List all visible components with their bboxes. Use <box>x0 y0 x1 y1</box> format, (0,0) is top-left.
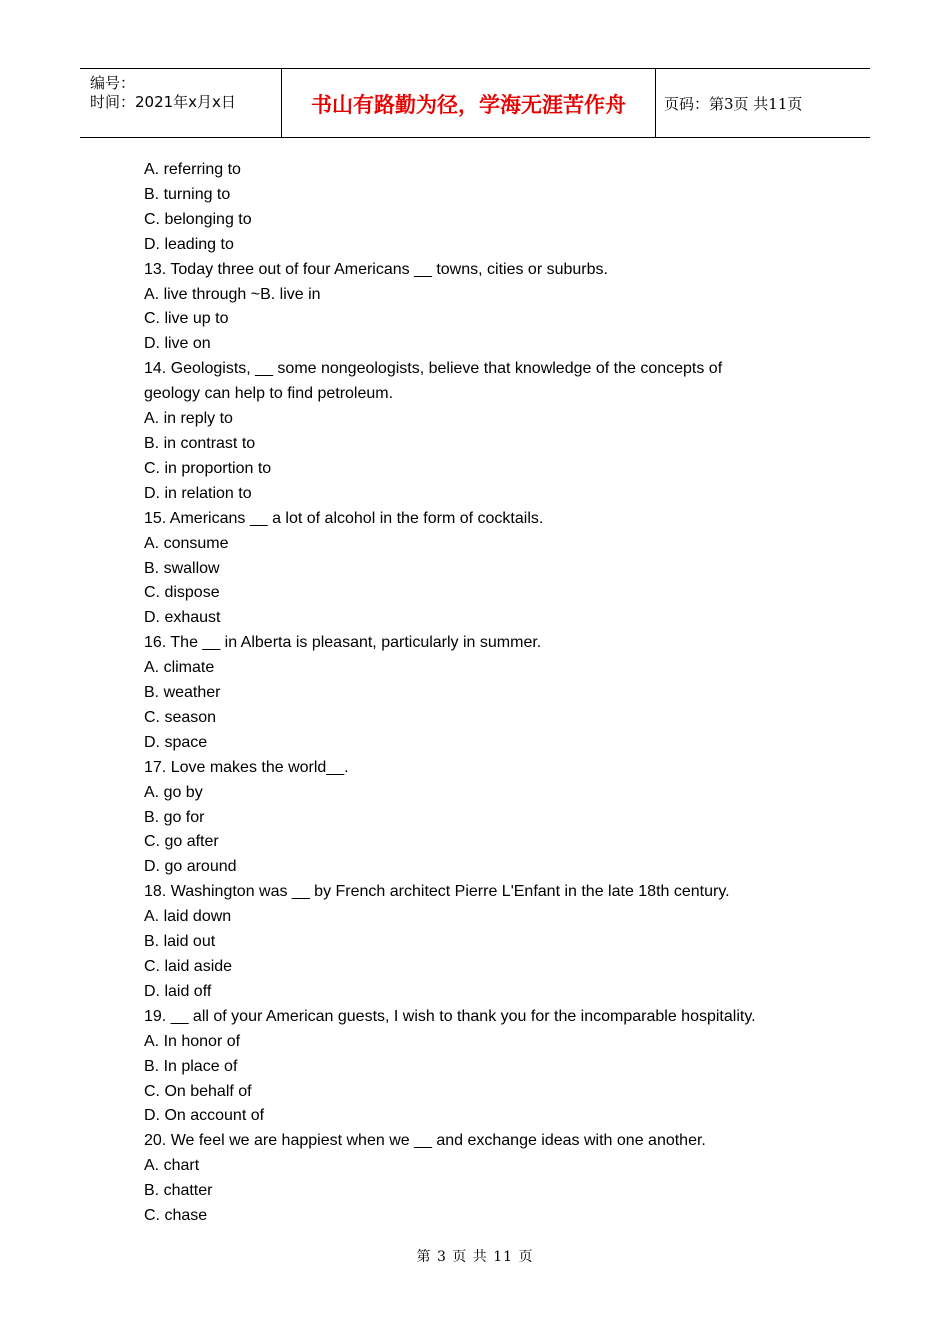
text-line: 14. Geologists, __ some nongeologists, believe that knowledge of the concepts of <box>144 360 723 378</box>
text-line: D. exhaust <box>144 609 221 627</box>
text-line: A. in reply to <box>144 410 233 428</box>
text-line: 18. Washington was __ by French architect Pierre L'Enfant in the late 18th century. <box>144 883 730 901</box>
text-line: B. turning to <box>144 185 231 203</box>
text-line: C. live up to <box>144 310 229 328</box>
text-line: 16. The __ in Alberta is pleasant, particularly in summer. <box>144 634 542 652</box>
text-line: 15. Americans __ a lot of alcohol in the form of cocktails. <box>144 509 544 527</box>
text-line: 17. Love makes the world__. <box>144 758 349 776</box>
text-line: C. go after <box>144 833 219 851</box>
text-line: A. go by <box>144 783 203 801</box>
text-line: B. laid out <box>144 933 216 951</box>
text-line: A. climate <box>144 659 215 677</box>
text-line: D. leading to <box>144 235 234 253</box>
text-line: C. laid aside <box>144 958 233 975</box>
header-motto: 书山有路勤为径，学海无涯苦作舟 <box>311 92 626 117</box>
text-line: B. chatter <box>144 1182 213 1200</box>
text-line: C. belonging to <box>144 210 252 228</box>
date-label: 时间：2021年x月x日 <box>90 93 236 111</box>
header-page-code: 页码：第3页 共11页 <box>664 95 803 113</box>
text-line: C. in proportion to <box>144 459 272 477</box>
text-line: A. referring to <box>144 161 241 178</box>
text-line: D. On account of <box>144 1107 265 1125</box>
text-line: A. consume <box>144 534 229 552</box>
text-line: B. swallow <box>144 559 220 577</box>
text-line: D. go around <box>144 858 237 876</box>
serial-number-label: 编号： <box>90 74 136 92</box>
text-line: A. chart <box>144 1157 200 1175</box>
text-line: geology can help to find petroleum. <box>144 385 394 403</box>
text-line: B. weather <box>144 684 221 702</box>
text-line: C. season <box>144 708 217 726</box>
header-info-cell <box>80 69 281 137</box>
page-header <box>80 68 870 138</box>
text-line: A. In honor of <box>144 1032 241 1050</box>
page-footer: 第 3 页 共 11 页 <box>416 1249 534 1265</box>
text-line: 13. Today three out of four Americans __ towns, cities or suburbs. <box>144 260 608 278</box>
text-line: 20. We feel we are happiest when we __ and exchange ideas with one another. <box>144 1132 706 1150</box>
text-line: B. go for <box>144 808 205 826</box>
text-line: D. live on <box>144 335 211 353</box>
text-line: 19. __ all of your American guests, I wish to thank you for the incomparable hospitality. <box>144 1007 756 1025</box>
text-line: B. in contrast to <box>144 434 256 452</box>
question-content <box>144 158 824 1229</box>
header-page-cell <box>655 69 870 137</box>
text-line: D. space <box>144 733 208 751</box>
text-line: C. On behalf of <box>144 1082 252 1100</box>
text-line: C. chase <box>144 1207 208 1225</box>
text-line: A. laid down <box>144 908 232 926</box>
text-line: A. live through ~B. live in <box>144 285 321 303</box>
text-line: D. in relation to <box>144 484 252 502</box>
text-line: D. laid off <box>144 982 212 1000</box>
text-line: B. In place of <box>144 1057 238 1075</box>
text-line: C. dispose <box>144 584 220 602</box>
header-motto-cell <box>281 69 656 137</box>
